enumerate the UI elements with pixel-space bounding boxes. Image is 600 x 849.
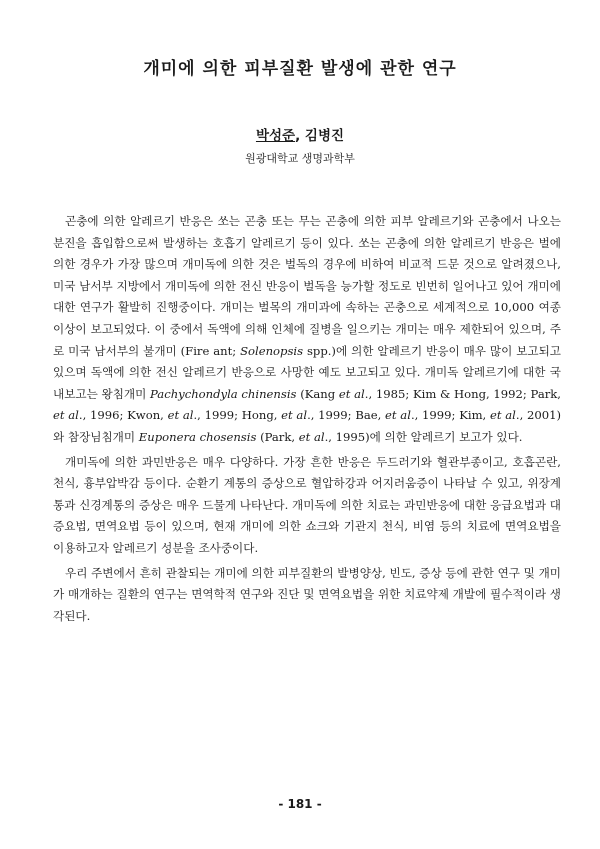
text-run: (Park,	[256, 429, 299, 444]
species-name: Pachychondyla chinensis	[150, 386, 297, 401]
text-run: ., 1985; Kim & Hong, 1992; Park,	[364, 386, 561, 401]
citation-etal: et al	[281, 408, 308, 423]
text-run: 곤충에 의한 알레르기 반응은 쏘는 곤충 또는 무는 곤충에 의한 피부 알레르기와 곤충에서 나오는 분진을 흡입함으로써 발생하는 호흡기 알레르기 등이 있다. 쏘는 곤충에 의한 알레르기 반응은 벌에 의한 경우가 가장 많으며 개미독에 의한 것은 벌독의 경우에 비하여 비교적 드문 것으로 알려졌으나, 미국 남서부 지방에서 개미독에 의한 전신 반응이 벌독을 능가할 정도로 빈번히 일어나고 있어 개미에 대한 연구가 활발히 진행중이다. 개미는 벌목의 개미과에 속하는 곤충으로 세계적으로 10,000 여종 이상이 보고되었다. 이 중에서 독액에 의해 인체에 질병을 일으키는 개미는 매우 제한되어 있으며, 주로 미국 남서부의 불개미 (Fire ant;	[53, 214, 561, 358]
author-separator: ,	[295, 128, 305, 144]
paragraph-1	[53, 211, 561, 449]
species-name: Solenopsis	[240, 343, 304, 358]
page-number: - 181 -	[278, 797, 322, 811]
author-line	[0, 124, 600, 144]
text-run: ., 1996; Kwon,	[78, 408, 168, 423]
text-run: ., 1995)에 의한 알레르기 보고가 있다.	[324, 429, 523, 444]
body-text	[53, 211, 561, 630]
paragraph-3: 우리 주변에서 흔히 관찰되는 개미에 의한 피부질환의 발병양상, 빈도, 증상 등에 관한 연구 및 개미가 매개하는 질환의 연구는 면역학적 연구와 진단 및 면역요법을 위한 치료약제 개발에 필수적이라 생각된다.	[53, 565, 561, 623]
citation-etal: et al	[490, 408, 516, 423]
citation-etal: et al	[167, 408, 194, 423]
text-run: ., 1999; Kim,	[410, 408, 490, 423]
first-author: 박성준	[255, 128, 296, 144]
species-name: Euponera chosensis	[138, 429, 257, 444]
text-run: ., 2001)와 참장님침개미	[53, 408, 562, 444]
citation-etal: et al	[385, 408, 411, 423]
paragraph-2: 개미독에 의한 과민반응은 매우 다양하다. 가장 흔한 반응은 두드러기와 혈관부종이고, 호흡곤란, 천식, 흉부압박감 등이다. 순환기 계통의 증상으로 혈압하강과 어지러움증이 나타날 수 있고, 위장계통과 신경계통의 증상은 매우 드물게 나타난다. 개미독에 의한 치료는 과민반응에 대한 응급요법과 대증요법, 면역요법 등이 있으며, 현재 개미에 의한 쇼크와 기관지 천식, 비염 등의 치료에 면역요법을 이용하고자 알레르기 성분을 조사중이다.	[53, 454, 561, 555]
second-author: 김병진	[304, 128, 345, 144]
text-run: spp.)에 의한 알레르기 반응이 매우 많이 보고되고 있으며 독액에 의한 전신 알레르기 반응으로 사망한 예도 보고되고 있다. 개미독 알레르기에 대한 국내보고는 왕침개미	[53, 343, 561, 401]
paper-title: 개미에 의한 피부질환 발생에 관한 연구	[143, 59, 457, 79]
citation-etal: et al	[338, 386, 365, 401]
text-run: (Kang	[296, 386, 339, 401]
citation-etal: et al	[298, 429, 325, 444]
text-run: ., 1999; Hong,	[193, 408, 282, 423]
citation-etal: et al	[53, 408, 79, 423]
text-run: ., 1999; Bae,	[307, 408, 386, 423]
affiliation: 원광대학교 생명과학부	[245, 152, 355, 165]
